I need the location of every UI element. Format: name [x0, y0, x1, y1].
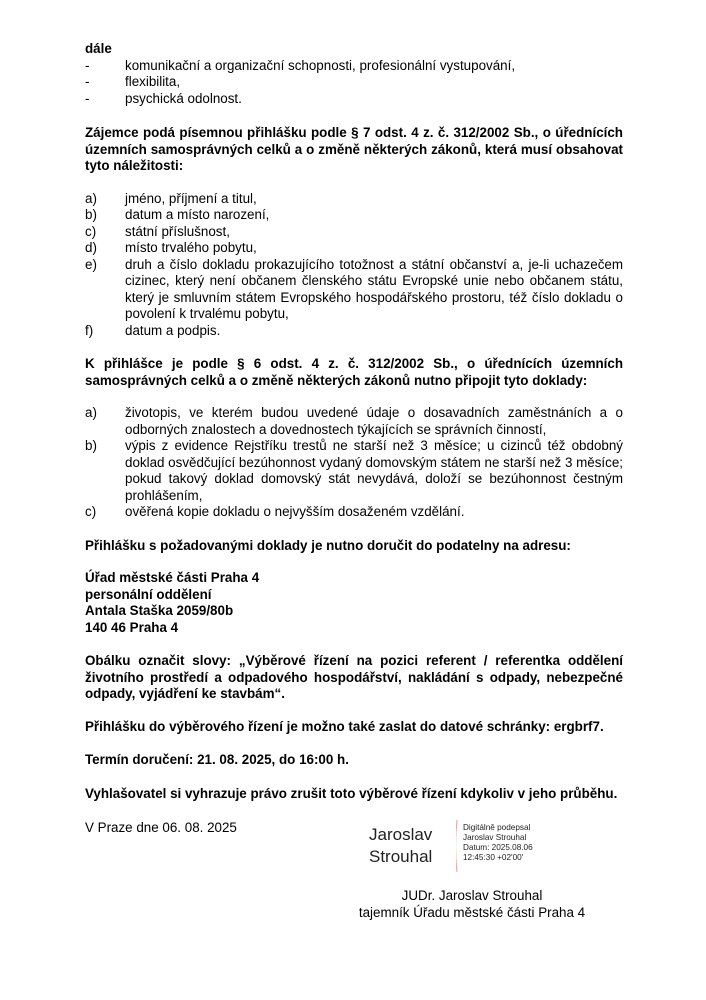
envelope-note: Obálku označit slovy: „Výběrové řízení na pozici referent / referentka oddělení životního prostředí a odpadového hospodářství, nakládání s odpady, nebezpečné odpady, vyjádření ke stavbám“.: [85, 653, 623, 701]
list-marker: c): [85, 223, 97, 239]
address-line: Úřad městské části Praha 4: [85, 570, 260, 585]
databox-note: Přihlášku do výběrového řízení je možno také zaslat do datové schránky: ergbrf7.: [85, 718, 604, 734]
list-item-text: výpis z evidence Rejstříku trestů ne starší než 3 měsíce; u cizinců též obdobný doklad osvědčující bezúhonnost vydaný domovským státem ne starší než 3 měsíce; pokud takový doklad domovský stát nevydává, doloží se bezúhonnost čestným prohlášením,: [125, 438, 623, 503]
list-item-text: místo trvalého pobytu,: [125, 240, 257, 255]
list-item-text: životopis, ve kterém budou uvedené údaje o dosavadních zaměstnáních a o odborných znalostech a dovednostech týkajících se správních činností,: [125, 405, 623, 437]
address-line: personální oddělení: [85, 586, 212, 602]
list-item-text: druh a číslo dokladu prokazujícího totožnost a státní občanství a, je-li uchazečem cizinec, který není občanem členského státu Evropské unie nebo občanem státu, který je smluvním státem Evropského hospodářského prostoru, též číslo dokladu o povolení k trvalému pobytu,: [125, 256, 623, 321]
list-marker: -: [85, 57, 90, 73]
list-item-text: jméno, příjmení a titul,: [125, 190, 257, 206]
list-item-text: komunikační a organizační schopnosti, profesionální vystupování,: [125, 57, 516, 73]
documents-list: [85, 405, 623, 521]
address-block: [85, 570, 623, 636]
list-marker: f): [85, 322, 94, 338]
address-line: Antala Staška 2059/80b: [85, 603, 234, 618]
list-item: [85, 405, 623, 438]
list-marker: -: [85, 90, 90, 106]
list-item-text: psychická odolnost.: [125, 90, 242, 106]
signature-name: [369, 824, 432, 868]
list-marker: -: [85, 74, 90, 89]
signature-accent-line: [456, 820, 458, 872]
signatory-title: tajemník Úřadu městské části Praha 4: [358, 904, 586, 920]
list-item: [85, 191, 623, 208]
address-line: 140 46 Praha 4: [85, 619, 179, 635]
digital-signature-line: Jaroslav Strouhal: [463, 833, 527, 842]
document-page: [85, 41, 623, 802]
list-item-text: datum a místo narození,: [125, 207, 270, 222]
signature-name-line: Strouhal: [369, 847, 433, 866]
signatory-name: JUDr. Jaroslav Strouhal: [401, 888, 543, 903]
list-item: [85, 323, 623, 340]
signature-area: [85, 820, 623, 940]
reservation-note: Vyhlašovatel si vyhrazuje právo zrušit toto výběrové řízení kdykoliv v jeho průběhu.: [85, 785, 618, 801]
list-marker: d): [85, 240, 97, 255]
list-item: [85, 207, 623, 224]
list-item: [85, 240, 623, 257]
list-marker: a): [85, 405, 97, 420]
list-marker: c): [85, 504, 97, 519]
list-item: [85, 74, 623, 91]
list-item-text: státní příslušnost,: [125, 223, 230, 239]
list-item-text: datum a podpis.: [125, 322, 221, 338]
list-item: [85, 58, 623, 75]
digital-signature-line: Digitálně podepsal: [463, 823, 531, 832]
digital-signature-line: Datum: 2025.08.06: [463, 843, 533, 852]
list-item-text: ověřená kopie dokladu o nejvyšším dosaženém vzdělání.: [125, 504, 465, 519]
list-item: [85, 504, 623, 521]
list-item: [85, 224, 623, 241]
list-marker: b): [85, 207, 97, 222]
digital-signature-info: [463, 823, 533, 863]
list-item-text: flexibilita,: [125, 74, 181, 89]
signature-name-line: Jaroslav: [369, 825, 433, 844]
deadline: Termín doručení: 21. 08. 2025, do 16:00 h.: [85, 752, 349, 767]
requirements-list: [85, 191, 623, 340]
list-item: [85, 91, 623, 108]
list-marker: a): [85, 190, 97, 206]
delivery-intro: Přihlášku s požadovanými doklady je nutno doručit do podatelny na adresu:: [85, 537, 571, 553]
dale-heading: dále: [85, 41, 112, 56]
dale-list: [85, 58, 623, 108]
place-date: V Praze dne 06. 08. 2025: [85, 820, 237, 835]
signatory-block: [337, 888, 607, 921]
application-intro: Zájemce podá písemnou přihlášku podle § 7 odst. 4 z. č. 312/2002 Sb., o úřednících územních samosprávných celků a o změně některých zákonů, která musí obsahovat tyto náležitosti:: [85, 125, 623, 173]
digital-signature-line: 12:45:30 +02'00': [463, 853, 524, 862]
list-item: [85, 438, 623, 504]
documents-intro: K přihlášce je podle § 6 odst. 4 z. č. 312/2002 Sb., o úřednících územních samosprávných celků a o změně některých zákonů nutno připojit tyto doklady:: [85, 356, 623, 388]
list-marker: b): [85, 438, 97, 453]
list-marker: e): [85, 256, 97, 272]
list-item: [85, 257, 623, 323]
